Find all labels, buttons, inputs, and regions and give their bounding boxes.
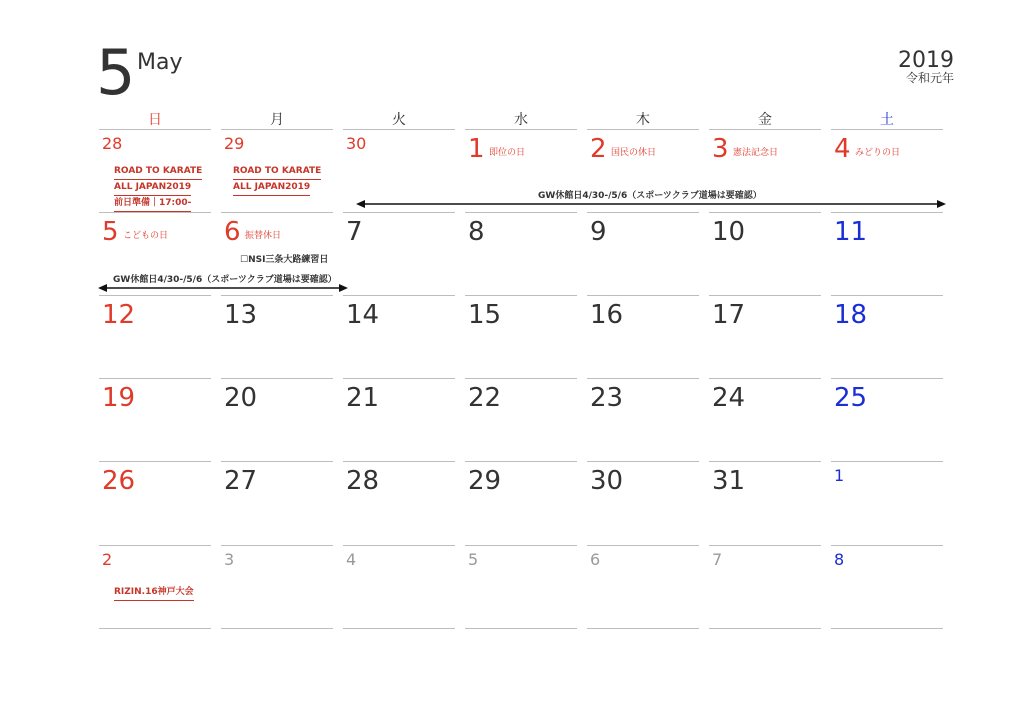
cell-divider xyxy=(343,129,455,130)
day-number[interactable]: 11 xyxy=(834,217,868,247)
day-number[interactable]: 14 xyxy=(346,300,380,330)
cell-divider xyxy=(587,378,699,379)
weekday-header: 水 xyxy=(514,112,528,128)
cell-divider xyxy=(99,461,211,462)
event-line: ALL JAPAN2019 xyxy=(114,180,191,196)
day-number[interactable]: 15 xyxy=(468,300,502,330)
cell-divider xyxy=(587,545,699,546)
day-number[interactable]: 5 xyxy=(468,550,479,569)
holiday-label: 振替休日 xyxy=(245,231,282,241)
day-number[interactable]: 30 xyxy=(590,466,624,496)
weekday-header: 日 xyxy=(148,112,162,128)
day-number[interactable]: 6 xyxy=(590,550,601,569)
cell-divider xyxy=(831,461,943,462)
cell-divider xyxy=(709,545,821,546)
day-number[interactable]: 8 xyxy=(468,217,485,247)
cell-divider xyxy=(221,378,333,379)
event-line: 前日準備｜17:00- xyxy=(114,196,191,212)
day-number[interactable]: 1 xyxy=(468,134,485,164)
cell-divider xyxy=(99,212,211,213)
cell-divider xyxy=(465,461,577,462)
day-number[interactable]: 8 xyxy=(834,550,845,569)
cell-divider xyxy=(465,545,577,546)
cell-divider xyxy=(709,129,821,130)
cell-divider xyxy=(221,212,333,213)
day-number[interactable]: 2 xyxy=(590,134,607,164)
event-line: RIZIN.16神戸大会 xyxy=(114,585,194,601)
day-number[interactable]: 18 xyxy=(834,300,868,330)
cell-divider xyxy=(587,212,699,213)
gw-closure-arrow-2 xyxy=(98,282,348,294)
cell-divider xyxy=(99,628,211,629)
cell-divider xyxy=(709,295,821,296)
holiday-label: みどりの日 xyxy=(855,148,901,158)
holiday-label: 憲法記念日 xyxy=(733,148,779,158)
day-number[interactable]: 28 xyxy=(346,466,380,496)
cell-divider xyxy=(587,461,699,462)
day-number[interactable]: 5 xyxy=(102,217,119,247)
day-number[interactable]: 4 xyxy=(834,134,851,164)
cell-divider xyxy=(831,378,943,379)
cell-divider xyxy=(99,545,211,546)
cell-divider xyxy=(587,295,699,296)
day-number[interactable]: 31 xyxy=(712,466,746,496)
cell-divider xyxy=(831,545,943,546)
weekday-header: 木 xyxy=(636,112,650,128)
gw-closure-label: GW休館日4/30-/5/6（スポーツクラブ道場は要確認） xyxy=(538,191,762,201)
cell-divider xyxy=(221,295,333,296)
nsi-practice-note: ☐NSI三条大路練習日 xyxy=(240,255,329,265)
day-number[interactable]: 29 xyxy=(468,466,502,496)
cell-divider xyxy=(709,461,821,462)
cell-divider xyxy=(465,129,577,130)
gw-closure-label-2: GW休館日4/30-/5/6（スポーツクラブ道場は要確認） xyxy=(113,275,337,285)
day-number[interactable]: 24 xyxy=(712,383,746,413)
day-number[interactable]: 27 xyxy=(224,466,258,496)
day-number[interactable]: 9 xyxy=(590,217,607,247)
day-number[interactable]: 23 xyxy=(590,383,624,413)
event-road-to-karate-29 xyxy=(233,164,321,196)
cell-divider xyxy=(343,545,455,546)
event-road-to-karate-28 xyxy=(114,164,202,212)
cell-divider xyxy=(709,212,821,213)
day-number[interactable]: 2 xyxy=(102,550,113,569)
weekday-header: 火 xyxy=(392,112,406,128)
day-number[interactable]: 28 xyxy=(102,134,123,153)
cell-divider xyxy=(831,628,943,629)
day-number[interactable]: 30 xyxy=(346,134,367,153)
day-number[interactable]: 4 xyxy=(346,550,357,569)
cell-divider xyxy=(831,295,943,296)
cell-divider xyxy=(99,378,211,379)
month-number: 5 xyxy=(96,36,136,109)
cell-divider xyxy=(343,295,455,296)
day-number[interactable]: 16 xyxy=(590,300,624,330)
cell-divider xyxy=(709,628,821,629)
day-number[interactable]: 12 xyxy=(102,300,136,330)
day-number[interactable]: 3 xyxy=(712,134,729,164)
cell-divider xyxy=(465,212,577,213)
cell-divider xyxy=(831,212,943,213)
cell-divider xyxy=(343,378,455,379)
day-number[interactable]: 1 xyxy=(834,466,845,485)
cell-divider xyxy=(465,295,577,296)
cell-divider xyxy=(587,628,699,629)
era-name: 令和元年 xyxy=(905,71,954,85)
event-line: ROAD TO KARATE xyxy=(114,164,202,180)
cell-divider xyxy=(221,129,333,130)
year: 2019 xyxy=(898,48,954,73)
cell-divider xyxy=(831,129,943,130)
cell-divider xyxy=(465,378,577,379)
day-number[interactable]: 26 xyxy=(102,466,136,496)
day-number[interactable]: 21 xyxy=(346,383,380,413)
cell-divider xyxy=(343,461,455,462)
day-number[interactable]: 3 xyxy=(224,550,235,569)
cell-divider xyxy=(343,212,455,213)
cell-divider xyxy=(99,295,211,296)
cell-divider xyxy=(221,628,333,629)
cell-divider xyxy=(221,461,333,462)
month-name: May xyxy=(137,50,183,75)
day-number[interactable]: 19 xyxy=(102,383,136,413)
day-number[interactable]: 22 xyxy=(468,383,502,413)
holiday-label: 国民の休日 xyxy=(611,148,657,158)
day-number[interactable]: 6 xyxy=(224,217,241,247)
weekday-header: 金 xyxy=(758,112,772,128)
day-number[interactable]: 13 xyxy=(224,300,258,330)
day-number[interactable]: 7 xyxy=(346,217,363,247)
cell-divider xyxy=(343,628,455,629)
gw-closure-arrow xyxy=(356,198,946,210)
weekday-header: 土 xyxy=(880,112,894,128)
day-number[interactable]: 29 xyxy=(224,134,245,153)
holiday-label: 即位の日 xyxy=(489,148,526,158)
cell-divider xyxy=(221,545,333,546)
event-rizin xyxy=(114,585,194,601)
cell-divider xyxy=(465,628,577,629)
day-number[interactable]: 20 xyxy=(224,383,258,413)
event-line: ROAD TO KARATE xyxy=(233,164,321,180)
holiday-label: こどもの日 xyxy=(123,231,169,241)
weekday-header: 月 xyxy=(270,112,284,128)
cell-divider xyxy=(99,129,211,130)
event-line: ALL JAPAN2019 xyxy=(233,180,310,196)
day-number[interactable]: 17 xyxy=(712,300,746,330)
day-number[interactable]: 25 xyxy=(834,383,868,413)
day-number[interactable]: 7 xyxy=(712,550,723,569)
cell-divider xyxy=(709,378,821,379)
cell-divider xyxy=(587,129,699,130)
day-number[interactable]: 10 xyxy=(712,217,746,247)
